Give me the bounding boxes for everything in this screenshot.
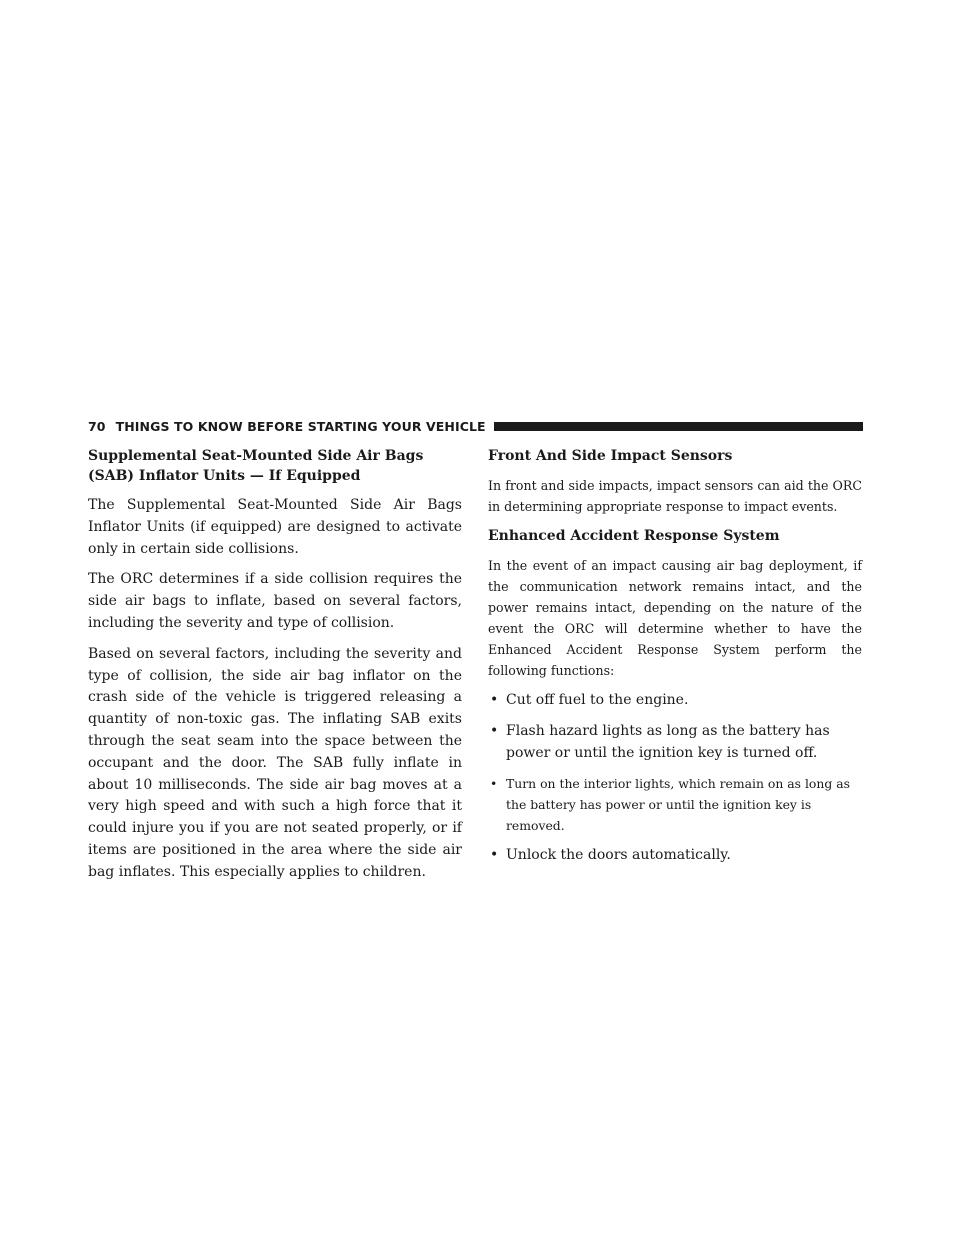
bullet-icon: • (490, 776, 498, 792)
accident-response-body (488, 555, 862, 681)
list-item-text: Turn on the interior lights, which remain on as long as the battery has power or until the ignition key is removed. (506, 776, 850, 834)
impact-sensors-heading: Front And Side Impact Sensors (488, 448, 733, 464)
right-column (488, 446, 862, 876)
list-item-text: Unlock the doors automatically. (506, 847, 731, 864)
paragraph: In the event of an impact causing air bag deployment, if the communication network remains intact, and the power remains intact, depending on the nature of the event the ORC will determine whether to have the Enhanced Accident Response System perform the following functions: (488, 558, 862, 678)
header-rule (494, 422, 863, 431)
list-item (488, 721, 862, 765)
section-title: THINGS TO KNOW BEFORE STARTING YOUR VEHICLE (115, 418, 486, 434)
sab-heading: Supplemental Seat-Mounted Side Air Bags (SAB) Inflator Units — If Equipped (88, 448, 424, 484)
list-item (488, 845, 862, 867)
accident-response-heading: Enhanced Accident Response System (488, 528, 780, 544)
bullet-icon: • (490, 692, 499, 708)
paragraph: In front and side impacts, impact sensors can aid the ORC in determining appropriate response to impact events. (488, 478, 862, 514)
impact-sensors-body (488, 475, 862, 517)
page-number: 70 (88, 418, 106, 434)
list-item (488, 773, 862, 836)
left-column (88, 446, 462, 893)
list-item-text: Flash hazard lights as long as the battery has power or until the ignition key is turned off. (506, 722, 830, 761)
paragraph: The Supplemental Seat-Mounted Side Air Bags Inflator Units (if equipped) are designed to activate only in certain side collisions. (88, 497, 462, 557)
paragraph: Based on several factors, including the severity and type of collision, the side air bag inflator on the crash side of the vehicle is triggered releasing a quantity of non-toxic gas. The inflating SAB exits through the seat seam into the space between the occupant and the door. The SAB fully inflate in about 10 milliseconds. The side air bag moves at a very high speed and with such a high force that it could injure you if you are not seated properly, or if items are positioned in the area where the side air bag inflates. This especially applies to children. (88, 645, 462, 880)
functions-list (488, 690, 862, 867)
page-header (88, 418, 863, 434)
paragraph: The ORC determines if a side collision requires the side air bags to inflate, based on several factors, including the severity and type of collision. (88, 571, 462, 631)
bullet-icon: • (490, 722, 499, 739)
bullet-icon: • (490, 847, 499, 864)
list-item (488, 690, 862, 712)
list-item-text: Cut off fuel to the engine. (506, 692, 689, 708)
